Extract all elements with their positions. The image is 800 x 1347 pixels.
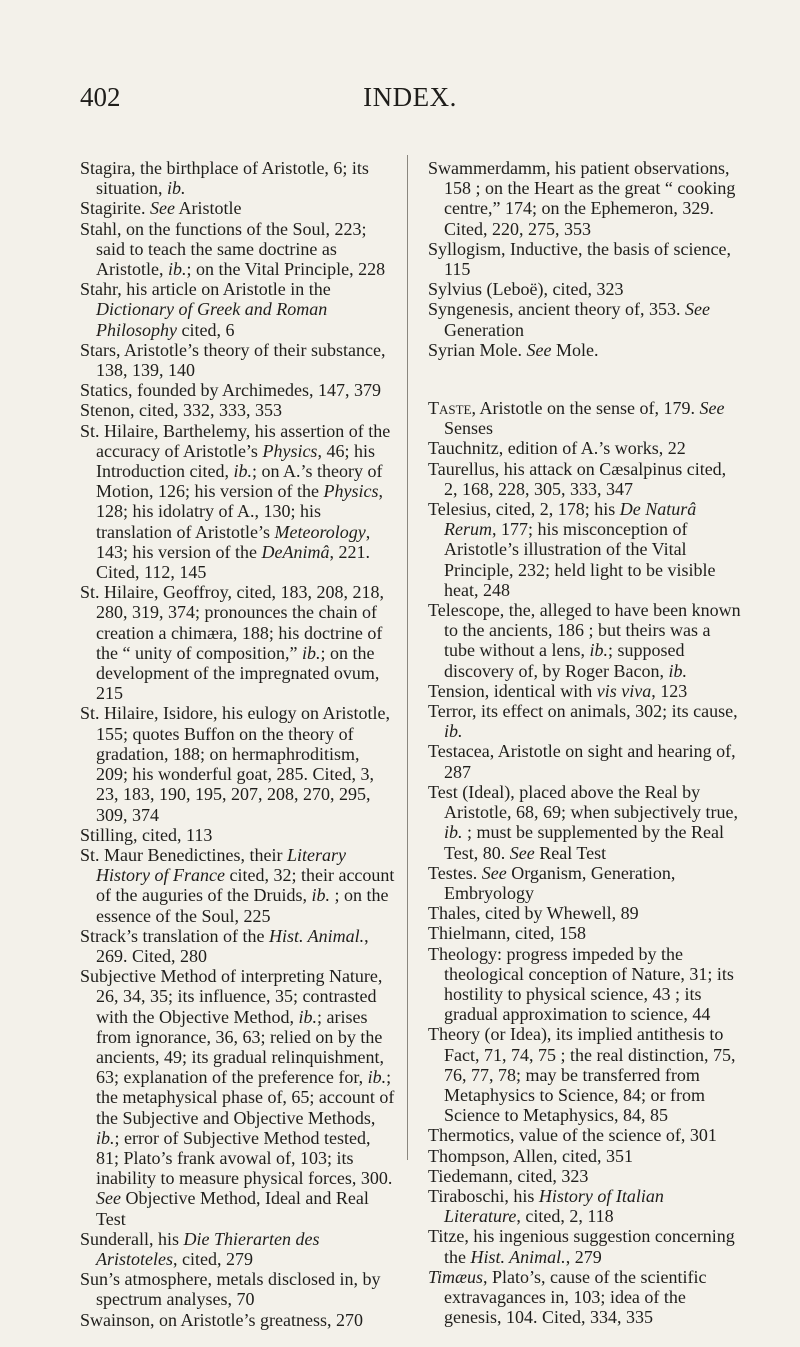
index-entry bbox=[428, 1024, 743, 1125]
entry-text: Stenon, cited, 332, 333, 353 bbox=[80, 400, 282, 421]
entry-text: , Aristotle on the sense of, 179. bbox=[471, 398, 700, 419]
index-column-left bbox=[80, 158, 395, 1330]
entry-italic-text: ib. bbox=[167, 178, 186, 199]
entry-text: , cited, 2, 118 bbox=[516, 1206, 614, 1227]
index-entry bbox=[80, 380, 395, 400]
index-entry bbox=[80, 158, 395, 198]
entry-italic-text: Hist. Animal. bbox=[470, 1246, 566, 1267]
entry-text: cited, 6 bbox=[177, 319, 235, 340]
index-entry bbox=[80, 703, 395, 824]
index-entry bbox=[80, 582, 395, 703]
entry-italic-text: Die Thierarten des Aristoteles bbox=[96, 1228, 320, 1269]
index-entry bbox=[428, 600, 743, 681]
entry-text: Mole. bbox=[551, 339, 599, 360]
entry-italic-text: De Naturâ Rerum bbox=[444, 499, 697, 540]
entry-text: Subjective Method of interpreting Nature, 26, 34, 35; its influence, 35; contrasted with the Objective Method, bbox=[80, 966, 383, 1027]
index-entry bbox=[428, 741, 743, 781]
entry-text: Tauchnitz, edition of A.’s works, 22 bbox=[428, 438, 686, 459]
entry-text: Telescope, the, alleged to have been known to the ancients, 186 ; but theirs was a tube without a lens, bbox=[428, 600, 741, 661]
entry-text: Real Test bbox=[534, 842, 607, 863]
index-entry bbox=[428, 782, 743, 863]
entry-text: , 177; his misconception of Aristotle’s illustration of the Vital Principle, 232; held light to be visible heat, 248 bbox=[444, 519, 716, 600]
entry-italic-text: See bbox=[699, 398, 725, 419]
entry-text: Stars, Aristotle’s theory of their substance, 138, 139, 140 bbox=[80, 339, 386, 381]
entry-italic-text: See bbox=[481, 862, 507, 883]
entry-italic-text: History of Italian Literature bbox=[444, 1185, 664, 1227]
entry-text: ; supposed discovery of, by Roger Bacon, bbox=[444, 640, 685, 681]
entry-italic-text: See bbox=[526, 339, 552, 360]
index-entry bbox=[428, 279, 743, 299]
index-entry bbox=[428, 438, 743, 458]
entry-italic-text: ib. bbox=[444, 721, 463, 742]
index-entry bbox=[80, 825, 395, 845]
running-head: INDEX. bbox=[363, 82, 457, 112]
index-entry bbox=[428, 923, 743, 943]
entry-text: Thielmann, cited, 158 bbox=[428, 923, 586, 944]
entry-text: ; on the essence of the Soul, 225 bbox=[96, 885, 389, 926]
entry-italic-text: See bbox=[509, 842, 535, 863]
index-entry bbox=[80, 845, 395, 926]
entry-text: Taurellus, his attack on Cæsalpinus cited, 2, 168, 228, 305, 333, 347 bbox=[428, 458, 727, 499]
entry-text: , 128; his idolatry of A., 130; his translation of Aristotle’s bbox=[96, 481, 383, 542]
entry-text: Statics, founded by Archimedes, 147, 379 bbox=[80, 380, 381, 401]
entry-text: Stahl, on the functions of the Soul, 223; said to teach the same doctrine as Aristotle, bbox=[80, 218, 367, 280]
entry-text: Syllogism, Inductive, the basis of science, 115 bbox=[428, 238, 731, 280]
entry-text: St. Hilaire, Isidore, his eulogy on Aristotle, 155; quotes Buffon on the theory of gradation, 188; on hermaphroditism, 209; his wonderful goat, 285. Cited, 3, 23, 183, 190, 195, 207, 208, 270, 295, 309, 374 bbox=[80, 703, 390, 825]
index-entry bbox=[428, 398, 743, 438]
entry-text: ; must be supplemented by the Real Test, 80. bbox=[444, 822, 724, 863]
index-entry bbox=[428, 1267, 743, 1328]
entry-text: Test (Ideal), placed above the Real by Aristotle, 68, 69; when subjectively true, bbox=[428, 781, 738, 823]
page-number: 402 bbox=[80, 82, 121, 112]
entry-italic-text: Dictionary of Greek and Roman Philosophy bbox=[96, 299, 328, 340]
entry-text: Titze, his ingenious suggestion concerning the bbox=[428, 1226, 735, 1267]
entry-text: Thales, cited by Whewell, 89 bbox=[428, 903, 639, 924]
entry-italic-text: See bbox=[150, 198, 175, 219]
entry-italic-text: Timæus bbox=[428, 1266, 484, 1287]
entry-text: , Plato’s, cause of the scientific extravagances in, 103; idea of the genesis, 104. Cited, 334, 335 bbox=[444, 1266, 707, 1328]
entry-text: Taste bbox=[428, 398, 472, 419]
entry-text: Syrian Mole. bbox=[428, 339, 527, 360]
index-entry bbox=[428, 158, 743, 239]
page-header bbox=[80, 82, 740, 122]
entry-text: Sun’s atmosphere, metals disclosed in, by spectrum analyses, 70 bbox=[80, 1269, 381, 1310]
entry-italic-text: See bbox=[96, 1188, 121, 1209]
entry-text: Testes. bbox=[428, 862, 482, 883]
index-entry bbox=[428, 701, 743, 741]
entry-italic-text: ib. bbox=[444, 822, 463, 843]
entry-text: ; on A.’s theory of Motion, 126; his version of the bbox=[96, 461, 383, 502]
entry-text: St. Hilaire, Barthelemy, his assertion of the accuracy of Aristotle’s bbox=[80, 420, 391, 461]
index-entry bbox=[80, 1310, 395, 1330]
index-entry bbox=[428, 499, 743, 600]
entry-text: Tiedemann, cited, 323 bbox=[428, 1165, 589, 1186]
entry-text: cited, 32; their account of the auguries of the Druids, bbox=[96, 865, 395, 906]
entry-text: , 123 bbox=[651, 680, 688, 701]
entry-text: Aristotle bbox=[174, 198, 242, 219]
entry-text: St. Maur Benedictines, their bbox=[80, 844, 287, 865]
entry-italic-text: ib. bbox=[301, 642, 321, 663]
entry-text: Strack’s translation of the bbox=[80, 925, 269, 946]
index-entry bbox=[80, 340, 395, 380]
entry-text: Senses bbox=[444, 418, 493, 439]
entry-italic-text: ib. bbox=[311, 885, 330, 906]
entry-italic-text: See bbox=[684, 299, 710, 320]
entry-text: ; on the development of the impregnated ovum, 215 bbox=[96, 642, 380, 704]
entry-italic-text: ib. bbox=[668, 660, 687, 681]
entry-italic-text: Physics bbox=[323, 481, 379, 502]
entry-text: Theory (or Idea), its implied antithesis to Fact, 71, 74, 75 ; the real distinction, 75, 76, 77, 78; may be transferred from Metaphysics to Science, 84; or from Science to Metaphysics, 84, 85 bbox=[428, 1024, 736, 1126]
entry-text: Swammerdamm, his patient observations, 158 ; on the Heart as the great “ cooking centre,” 174; on the Ephemeron, 329. Cited, 220, 275, 353 bbox=[428, 158, 736, 239]
index-column-right bbox=[428, 158, 743, 1327]
index-entry bbox=[428, 863, 743, 903]
entry-text: Thermotics, value of the science of, 301 bbox=[428, 1125, 717, 1146]
entry-text: ; error of Subjective Method tested, 81; Plato’s frank avowal of, 103; its inability to measure physical forces, 300. bbox=[96, 1127, 393, 1189]
index-entry bbox=[428, 944, 743, 1025]
index-entry bbox=[428, 1146, 743, 1166]
entry-text: Objective Method, Ideal and Real Test bbox=[96, 1188, 369, 1229]
entry-italic-text: ib. bbox=[298, 1006, 317, 1027]
index-entry bbox=[428, 1186, 743, 1226]
entry-italic-text: Meteorology bbox=[274, 521, 366, 542]
entry-text: , 269. Cited, 280 bbox=[96, 925, 369, 966]
index-entry bbox=[80, 219, 395, 280]
index-entry bbox=[428, 340, 743, 360]
index-entry bbox=[80, 279, 395, 340]
index-entry bbox=[428, 1226, 743, 1266]
index-entry bbox=[428, 459, 743, 499]
entry-text: Sylvius (Leboë), cited, 323 bbox=[428, 279, 624, 300]
entry-text: Stagira, the birthplace of Aristotle, 6; its situation, bbox=[80, 158, 369, 199]
index-entry bbox=[80, 421, 395, 583]
entry-italic-text: DeAnimâ bbox=[261, 541, 330, 562]
entry-italic-text: ib. bbox=[589, 640, 608, 661]
entry-text: , 221. Cited, 112, 145 bbox=[96, 541, 370, 583]
entry-text: , 143; his version of the bbox=[96, 521, 371, 562]
entry-text: Thompson, Allen, cited, 351 bbox=[428, 1145, 633, 1166]
entry-text: ; on the Vital Principle, 228 bbox=[186, 259, 386, 280]
entry-text: ; the metaphysical phase of, 65; account of the Subjective and Objective Methods, bbox=[96, 1067, 395, 1128]
entry-text: Swainson, on Aristotle’s greatness, 270 bbox=[80, 1309, 363, 1330]
index-entry bbox=[428, 1166, 743, 1186]
entry-italic-text: Hist. Animal. bbox=[268, 925, 365, 946]
index-entry bbox=[428, 681, 743, 701]
entry-text: , cited, 279 bbox=[173, 1248, 253, 1269]
entry-italic-text: Literary History of France bbox=[96, 844, 346, 886]
entry-text: St. Hilaire, Geoffroy, cited, 183, 208, 218, 280, 319, 374; pronounces the chain of creation a chimæra, 188; his doctrine of the “ unity of composition,” bbox=[80, 582, 384, 663]
index-entry bbox=[80, 966, 395, 1229]
column-divider bbox=[407, 155, 408, 1160]
index-entry bbox=[80, 1229, 395, 1269]
entry-italic-text: ib. bbox=[168, 259, 187, 280]
entry-text: Stagirite. bbox=[80, 198, 150, 219]
index-entry bbox=[428, 1125, 743, 1145]
entry-italic-text: ib. bbox=[96, 1127, 115, 1148]
entry-italic-text: vis viva bbox=[596, 680, 652, 701]
entry-text: Sunderall, his bbox=[80, 1228, 184, 1249]
entry-text: , 46; his Introduction cited, bbox=[96, 440, 375, 482]
entry-text: Testacea, Aristotle on sight and hearing of, 287 bbox=[428, 741, 736, 782]
entry-text: Telesius, cited, 2, 178; his bbox=[428, 499, 620, 520]
entry-text: ; arises from ignorance, 36, 63; relied on by the ancients, 49; its gradual relinquishment, 63; explanation of the preference for, bbox=[96, 1006, 384, 1088]
index-entry bbox=[80, 926, 395, 966]
entry-text: Terror, its effect on animals, 302; its cause, bbox=[428, 701, 738, 722]
index-entry bbox=[80, 1269, 395, 1309]
entry-italic-text: ib. bbox=[233, 461, 252, 482]
entry-text: Stahr, his article on Aristotle in the bbox=[80, 279, 331, 300]
entry-text: Organism, Generation, Embryology bbox=[444, 862, 676, 903]
index-entry bbox=[428, 239, 743, 279]
entry-text: Theology: progress impeded by the theological conception of Nature, 31; its hostility to physical science, 43 ; its gradual approximation to science, 44 bbox=[428, 943, 734, 1025]
entry-text: , 279 bbox=[565, 1246, 602, 1267]
entry-text: Syngenesis, ancient theory of, 353. bbox=[428, 299, 685, 320]
entry-text: Tension, identical with bbox=[428, 680, 597, 701]
index-entry bbox=[428, 299, 743, 339]
index-entry bbox=[80, 198, 395, 218]
entry-italic-text: ib. bbox=[367, 1067, 387, 1088]
entry-text: Generation bbox=[444, 319, 524, 340]
index-entry bbox=[428, 903, 743, 923]
entry-text: Tiraboschi, his bbox=[428, 1185, 539, 1206]
entry-italic-text: Physics bbox=[262, 440, 318, 461]
index-entry bbox=[80, 400, 395, 420]
entry-text: Stilling, cited, 113 bbox=[80, 824, 213, 845]
